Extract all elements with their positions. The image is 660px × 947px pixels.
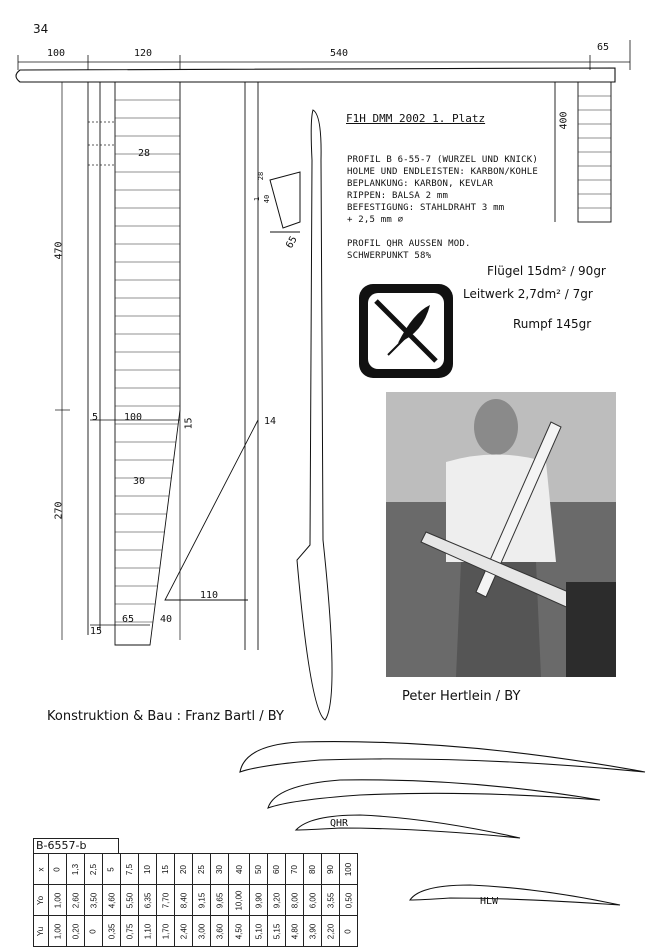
dim-fuse-1: 1 xyxy=(253,196,262,202)
dim-5: 5 xyxy=(92,412,99,423)
table-cell: 10 xyxy=(139,854,157,885)
table-cell: 9,20 xyxy=(268,885,286,916)
table-cell: 8,40 xyxy=(175,885,193,916)
pilot-photo xyxy=(386,392,616,677)
logo-glider-shape xyxy=(368,293,444,369)
table-cell: 9,15 xyxy=(193,885,211,916)
table-cell: 0,20 xyxy=(67,916,85,947)
table-cell: 3,50 xyxy=(85,885,103,916)
spec-line-4: RIPPEN: BALSA 2 mm xyxy=(347,191,449,201)
table-cell: 6,35 xyxy=(139,885,157,916)
table-cell: 7,70 xyxy=(157,885,175,916)
table-cell: 1,70 xyxy=(157,916,175,947)
table-cell: 10,00 xyxy=(229,885,250,916)
table-cell: 2,5 xyxy=(85,854,103,885)
dim-14: 14 xyxy=(264,416,277,427)
spec-line-8: SCHWERPUNKT 58% xyxy=(347,251,432,261)
table-cell: 1,3 xyxy=(67,854,85,885)
wing-planform xyxy=(88,82,180,645)
table-cell: 30 xyxy=(211,854,229,885)
table-cell: 80 xyxy=(304,854,322,885)
dim-65: 65 xyxy=(122,614,135,625)
table-cell: 60 xyxy=(268,854,286,885)
table-cell: 5,10 xyxy=(250,916,268,947)
dim-270: 270 xyxy=(53,501,65,520)
table-row xyxy=(34,854,358,885)
weight-fuselage: Rumpf 145gr xyxy=(513,317,592,331)
spec-line-6: + 2,5 mm ⌀ xyxy=(347,215,404,225)
table-row xyxy=(34,916,358,947)
table-cell: 70 xyxy=(286,854,304,885)
dim-top-3: 540 xyxy=(330,48,349,59)
dim-top-4: 65 xyxy=(597,42,610,53)
dim-15-a: 15 xyxy=(183,417,195,430)
row-label: x xyxy=(34,854,49,885)
table-cell: 0,35 xyxy=(103,916,121,947)
row-label: Yo xyxy=(34,885,49,916)
dim-15-b: 15 xyxy=(90,626,103,637)
profile-coordinate-table xyxy=(33,838,358,947)
table-cell: 3,60 xyxy=(211,916,229,947)
table-cell: 4,80 xyxy=(286,916,304,947)
table-cell: 0 xyxy=(85,916,103,947)
table-cell: 40 xyxy=(229,854,250,885)
profile-label-hlw: HLW xyxy=(480,896,499,907)
table-cell: 7,5 xyxy=(121,854,139,885)
table-cell: 3,90 xyxy=(304,916,322,947)
tailplane-diagram xyxy=(165,82,258,650)
table-cell: 50 xyxy=(250,854,268,885)
table-cell: 2,20 xyxy=(322,916,340,947)
dim-40: 40 xyxy=(160,614,173,625)
dim-fin-400: 400 xyxy=(558,111,570,130)
row-label: Yu xyxy=(34,916,49,947)
table-cell: 1,00 xyxy=(49,916,67,947)
pilot-caption: Peter Hertlein / BY xyxy=(402,689,521,704)
spec-title: F1H DMM 2002 1. Platz xyxy=(346,112,486,125)
table-cell: 0 xyxy=(340,916,358,947)
dim-fuse-65: 65 xyxy=(284,234,300,251)
spec-line-7: PROFIL QHR AUSSEN MOD. xyxy=(347,239,471,249)
fin-ribs xyxy=(578,96,611,208)
spec-line-2: HOLME UND ENDLEISTEN: KARBON/KOHLE xyxy=(347,167,539,177)
table-row xyxy=(34,885,358,916)
table-cell: 15 xyxy=(157,854,175,885)
weight-wing: Flügel 15dm² / 90gr xyxy=(487,264,606,278)
table-cell: 8,00 xyxy=(286,885,304,916)
weight-tail: Leitwerk 2,7dm² / 7gr xyxy=(463,287,593,301)
table-cell: 3,55 xyxy=(322,885,340,916)
dim-100: 100 xyxy=(124,412,143,423)
table-cell: 4,60 xyxy=(103,885,121,916)
dim-fuse-40: 40 xyxy=(263,194,272,204)
table-cell: 0 xyxy=(49,854,67,885)
dim-110: 110 xyxy=(200,590,219,601)
table-cell: 4,50 xyxy=(229,916,250,947)
dim-rib-28: 28 xyxy=(138,148,151,159)
table-cell: 5,15 xyxy=(268,916,286,947)
table-cell: 1,10 xyxy=(139,916,157,947)
spec-line-1: PROFIL B 6-55-7 (WURZEL UND KNICK) xyxy=(347,155,539,165)
dim-top-1: 100 xyxy=(47,48,66,59)
table-cell: 9,65 xyxy=(211,885,229,916)
table-cell: 6,00 xyxy=(304,885,322,916)
top-dimension-line xyxy=(18,40,630,70)
table-cell: 90 xyxy=(322,854,340,885)
table-cell: 20 xyxy=(175,854,193,885)
table-cell: 100 xyxy=(340,854,358,885)
table-cell: 9,90 xyxy=(250,885,268,916)
glider-logo-icon xyxy=(359,284,453,378)
table-cell: 25 xyxy=(193,854,211,885)
dim-top-2: 120 xyxy=(134,48,153,59)
table-cell: 5 xyxy=(103,854,121,885)
fuselage xyxy=(270,110,332,720)
dim-fuse-20: 28 xyxy=(257,171,266,181)
wing-ribs xyxy=(115,100,180,622)
spec-line-5: BEFESTIGUNG: STAHLDRAHT 3 mm xyxy=(347,203,505,213)
table-cell: 0,75 xyxy=(121,916,139,947)
profile-label-qhr: QHR xyxy=(330,818,349,829)
table-cell: 0,50 xyxy=(340,885,358,916)
page-number: 34 xyxy=(33,22,49,36)
table-cell: 2,40 xyxy=(175,916,193,947)
dim-rib-30: 30 xyxy=(133,476,146,487)
table-cell: 1,00 xyxy=(49,885,67,916)
dim-470: 470 xyxy=(53,241,65,260)
table-cell: 5,50 xyxy=(121,885,139,916)
dotted-markers xyxy=(88,122,115,165)
coordinate-table xyxy=(33,853,358,947)
table-cell: 3,00 xyxy=(193,916,211,947)
wing-front-view xyxy=(16,68,615,82)
table-title: B-6557-b xyxy=(33,838,119,853)
builder-caption: Konstruktion & Bau : Franz Bartl / BY xyxy=(47,709,284,724)
spec-line-3: BEPLANKUNG: KARBON, KEVLAR xyxy=(347,179,494,189)
table-cell: 2,60 xyxy=(67,885,85,916)
